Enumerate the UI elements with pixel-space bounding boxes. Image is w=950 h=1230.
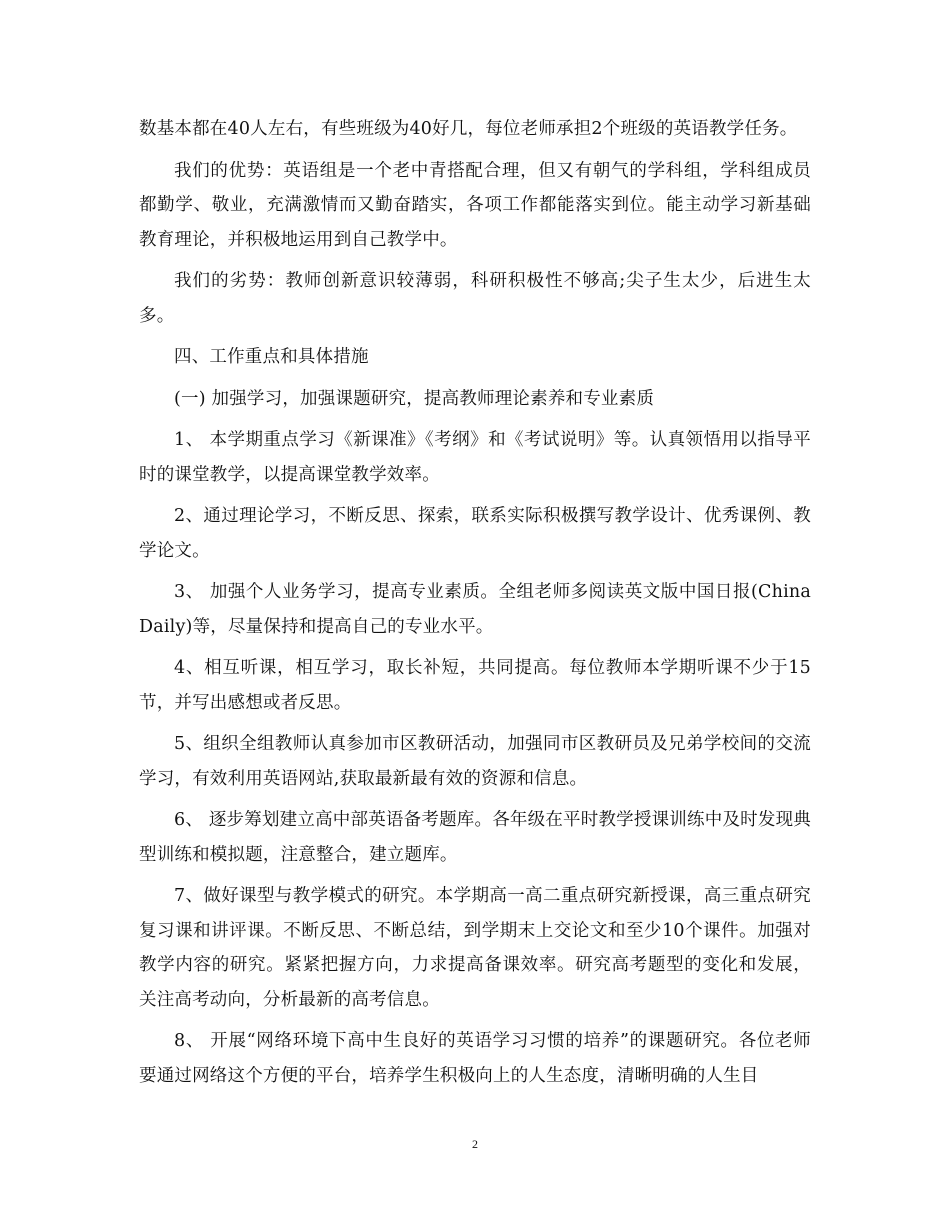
paragraph: 数基本都在40人左右，有些班级为40好几，每位老师承担2个班级的英语教学任务。 [139,119,798,139]
paragraph: 3、 加强个人业务学习，提高专业素质。全组老师多阅读英文版中国日报(China Daily)等，尽量保持和提高自己的专业水平。 [139,582,811,637]
paragraph: 8、 开展“网络环境下高中生良好的英语学习习惯的培养”的课题研究。各位老师要通过网络这个方便的平台，培养学生积极向上的人生态度，清晰明确的人生目 [139,1031,811,1086]
page-number: 2 [472,1137,478,1151]
paragraph: 4、相互听课，相互学习，取长补短，共同提高。每位教师本学期听课不少于15节，并写出感想或者反思。 [139,658,811,713]
document-body [139,112,811,1100]
paragraph: 我们的劣势：教师创新意识较薄弱，科研积极性不够高;尖子生太少，后进生太多。 [139,271,811,326]
paragraph: 2、通过理论学习，不断反思、探索，联系实际积极撰写教学设计、优秀课例、教学论文。 [139,506,811,561]
paragraph: 四、工作重点和具体措施 [174,347,369,367]
paragraph: 5、组织全组教师认真参加市区教研活动，加强同市区教研员及兄弟学校间的交流学习，有效利用英语网站,获取最新最有效的资源和信息。 [139,734,811,789]
paragraph: 7、做好课型与教学模式的研究。本学期高一高二重点研究新授课，高三重点研究复习课和讲评课。不断反思、不断总结，到学期末上交论文和至少10个课件。加强对教学内容的研究。紧紧把握方向，力求提高备课效率。研究高考题型的变化和发展，关注高考动向，分析最新的高考信息。 [139,886,811,1010]
paragraph: 1、 本学期重点学习《新课准》《考纲》和《考试说明》等。认真领悟用以指导平时的课堂教学，以提高课堂教学效率。 [139,430,811,485]
paragraph: 6、 逐步筹划建立高中部英语备考题库。各年级在平时教学授课训练中及时发现典型训练和模拟题，注意整合，建立题库。 [139,810,811,865]
paragraph: (一) 加强学习，加强课题研究，提高教师理论素养和专业素质 [174,388,655,409]
paragraph: 我们的优势：英语组是一个老中青搭配合理，但又有朝气的学科组，学科组成员都勤学、敬业，充满激情而又勤奋踏实，各项工作都能落实到位。能主动学习新基础教育理论，并积极地运用到自己教学中。 [139,160,811,250]
